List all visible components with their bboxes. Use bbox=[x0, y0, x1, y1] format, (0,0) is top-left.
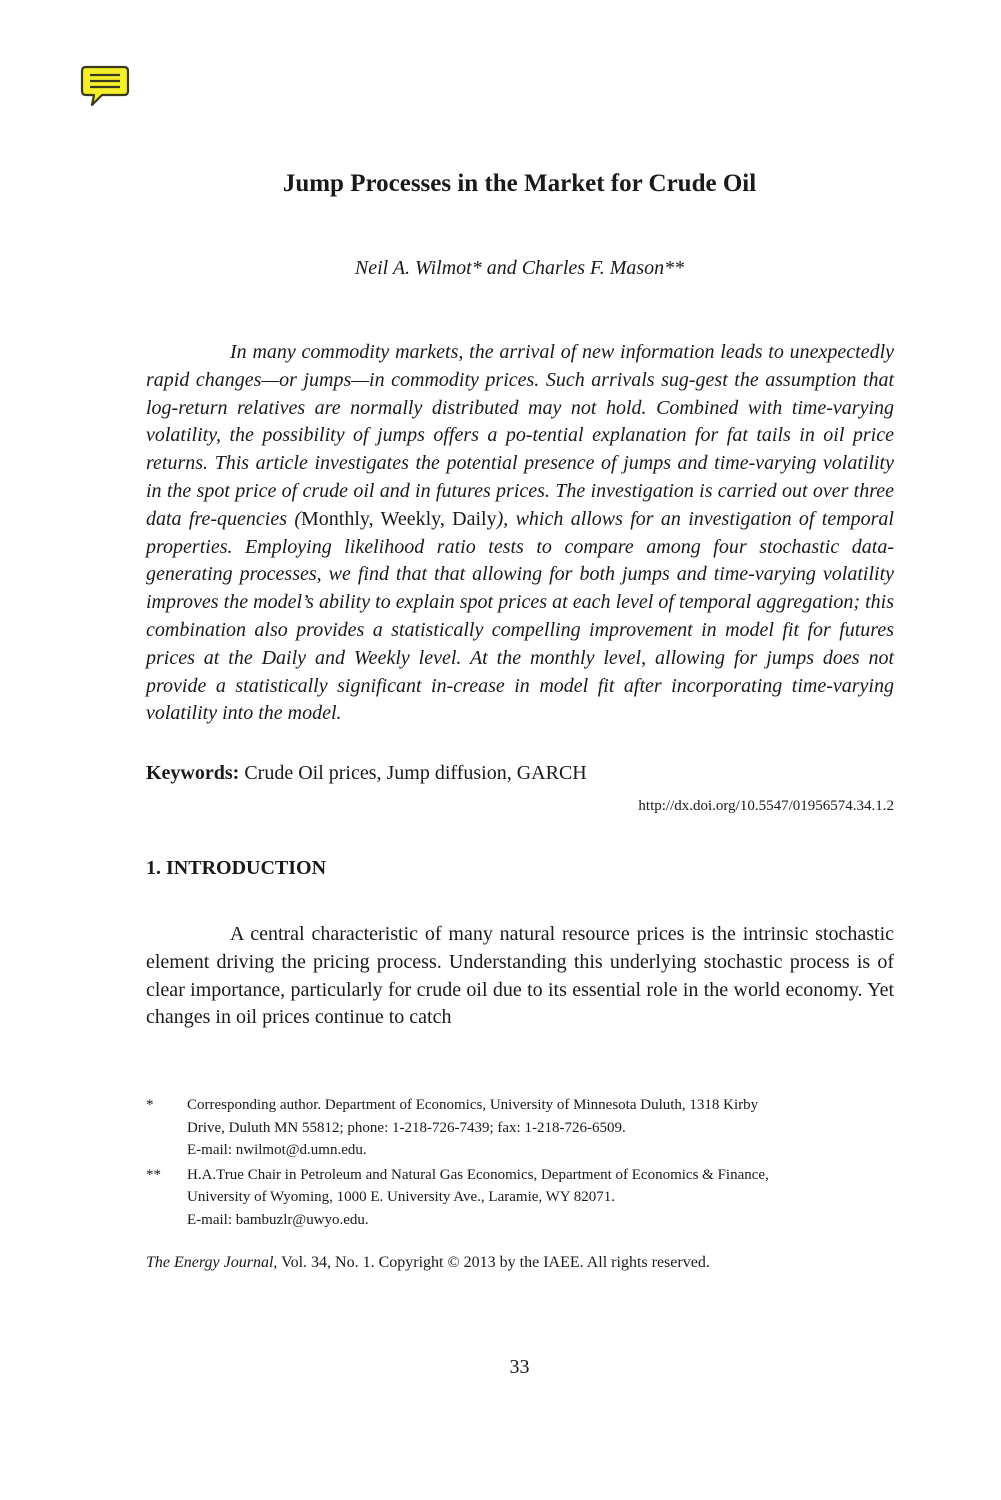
doi-link[interactable]: http://dx.doi.org/10.5547/01956574.34.1.2 bbox=[638, 798, 894, 814]
keywords bbox=[146, 762, 587, 785]
footnote-1 bbox=[146, 1094, 894, 1162]
journal-citation: The Energy Journal, Vol. 34, No. 1. Copyright © 2013 by the IAEE. All rights reserved. bbox=[146, 1254, 710, 1271]
page-number: 33 bbox=[509, 1356, 530, 1378]
footnotes bbox=[146, 1094, 894, 1233]
footnote-mark: * bbox=[146, 1097, 154, 1113]
author-line: Neil A. Wilmot* and Charles F. Mason** bbox=[354, 257, 685, 279]
footnote-text: Corresponding author. Department of Economics, University of Minnesota Duluth, 1318 Kirby Drive, Duluth MN 55812; phone: 1-218-726-7439; fax: 1-218-726-6509. E-mail: nwilmot@d.umn.edu. bbox=[187, 1097, 759, 1158]
footnote-text: H.A.True Chair in Petroleum and Natural Gas Economics, Department of Economics & Finance, University of Wyoming, 1000 E. University Ave., Laramie, WY 82071. E-mail: bambuzlr@uwyo.edu. bbox=[187, 1166, 769, 1228]
comment-note-icon[interactable] bbox=[80, 64, 130, 108]
footnote-2 bbox=[146, 1164, 894, 1232]
keywords-label: Keywords: bbox=[146, 762, 240, 784]
section-heading: 1. INTRODUCTION bbox=[146, 857, 327, 879]
footnote-mark: ** bbox=[146, 1166, 161, 1183]
journal-name: The Energy Journal bbox=[146, 1254, 274, 1271]
keywords-text: Crude Oil prices, Jump diffusion, GARCH bbox=[239, 762, 587, 784]
intro-paragraph: A central characteristic of many natural resource prices is the intrinsic stochastic element driving the pricing process. Understanding this underlying stochastic process is of clear importance, particularly for crude oil due to its essential role in the world economy. Yet changes in oil prices continue to catch bbox=[146, 923, 895, 1029]
abstract: In many commodity markets, the arrival of new information leads to unexpectedly rapid changes—or jumps—in commodity prices. Such arrivals sug-gest the assumption that log-return relatives are normally distributed may not hold. Combined with time-varying volatility, the possibility of jumps offers a po-tential explanation for fat tails in oil price returns. This article investigates the potential presence of jumps and time-varying volatility in the spot price of crude oil and in futures prices. The investigation is carried out over three data fre-quencies (Monthly, Weekly, Daily), which allows for an investigation of temporal properties. Employing likelihood ratio tests to compare among four stochastic data-generating processes, we find that that allowing for both jumps and time-varying volatility improves the model’s ability to explain spot prices at each level of temporal aggregation; this combination also provides a statistically compelling improvement in model fit for futures prices at the Daily and Weekly level. At the monthly level, allowing for jumps does not provide a statistically significant in-crease in model fit after incorporating time-varying volatility into the model. bbox=[146, 341, 895, 725]
paper-title: Jump Processes in the Market for Crude Oil bbox=[282, 170, 757, 197]
